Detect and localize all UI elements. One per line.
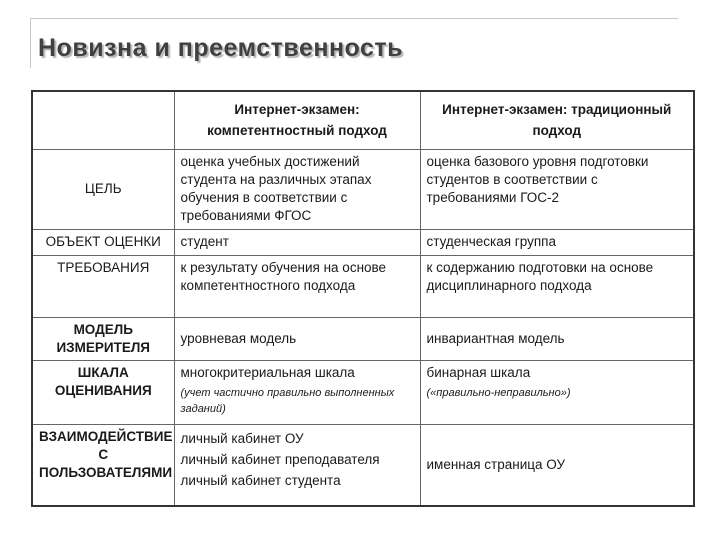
comparison-table — [31, 90, 695, 507]
header-cell-competence: Интернет-экзамен: компетентностный подход — [174, 91, 420, 149]
cell-requirements-traditional: к содержанию подготовки на основе дисциплинарного подхода — [420, 255, 694, 317]
cell-interaction-traditional: именная страница ОУ — [420, 424, 694, 506]
cell-scale-traditional — [420, 360, 694, 424]
title-top-rule — [30, 18, 678, 19]
scale-traditional-text: бинарная шкала — [426, 364, 531, 380]
row-label-scale: ШКАЛА ОЦЕНИВАНИЯ — [32, 360, 174, 424]
cell-object-traditional: студенческая группа — [420, 229, 694, 255]
cell-interaction-competence — [174, 424, 420, 506]
row-label-requirements: ТРЕБОВАНИЯ — [32, 255, 174, 317]
cell-object-competence: студент — [174, 229, 420, 255]
row-label-goal: ЦЕЛЬ — [32, 149, 174, 229]
table-row — [32, 229, 694, 255]
title-left-rule — [30, 18, 31, 68]
row-label-interaction: ВЗАИМОДЕЙСТВИЕ С ПОЛЬЗОВАТЕЛЯМИ — [32, 424, 174, 506]
cell-goal-competence: оценка учебных достижений студента на различных этапах обучения в соответствии с требованиями ФГОС — [174, 149, 420, 229]
cell-scale-competence — [174, 360, 420, 424]
interaction-item: личный кабинет преподавателя — [180, 451, 380, 467]
cell-model-competence: уровневая модель — [174, 317, 420, 360]
table-row — [32, 424, 694, 506]
slide-title: Новизна и преемственность — [38, 34, 404, 62]
table-row — [32, 149, 694, 229]
table-row — [32, 255, 694, 317]
cell-goal-traditional: оценка базового уровня подготовки студентов в соответствии с требованиями ГОС-2 — [420, 149, 694, 229]
scale-competence-note: (учет частично правильно выполненных заданий) — [180, 386, 395, 415]
interaction-item: личный кабинет ОУ — [180, 430, 304, 446]
table-row — [32, 317, 694, 360]
table-row — [32, 360, 694, 424]
cell-model-traditional: инвариантная модель — [420, 317, 694, 360]
row-label-measurer-model: МОДЕЛЬ ИЗМЕРИТЕЛЯ — [32, 317, 174, 360]
header-cell-traditional: Интернет-экзамен: традиционный подход — [420, 91, 694, 149]
cell-requirements-competence: к результату обучения на основе компетентностного подхода — [174, 255, 420, 317]
scale-traditional-note: («правильно-неправильно») — [426, 386, 571, 399]
table-header-row — [32, 91, 694, 149]
header-cell-empty — [32, 91, 174, 149]
scale-competence-text: многокритериальная шкала — [180, 364, 355, 380]
interaction-item: личный кабинет студента — [180, 472, 341, 488]
row-label-object: ОБЪЕКТ ОЦЕНКИ — [32, 229, 174, 255]
